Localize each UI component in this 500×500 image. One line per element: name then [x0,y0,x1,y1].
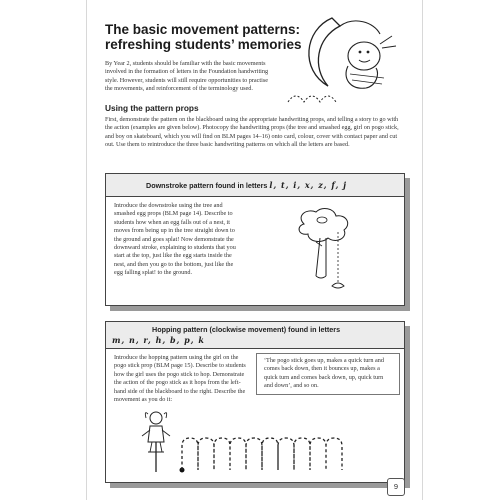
tree-egg-illustration [286,206,366,296]
hopping-box [105,321,405,483]
title-line-1: The basic movement patterns: [105,22,301,37]
title-line-2: refreshing students’ memories [105,37,302,52]
hopping-heading-text: Hopping pattern (clockwise movement) found in letters [152,325,341,334]
downstroke-heading-text: Downstroke pattern found in letters [146,181,268,190]
hopping-letters: m, n, r, h, b, p, k [112,335,205,345]
pogo-girl-illustration [136,408,176,478]
downstroke-letters: l, t, i, x, z, f, j [269,180,348,190]
downstroke-body: Introduce the downstroke using the tree and smashed egg props (BLM page 14). Describe to students how when an egg falls out of a nest, it moves from being up in the tree straight down to the ground and goes splat! Now demonstrate the downward stroke, explaining to students that you start at the top, just like the egg starts inside the nest, and then you go to the bottom, just like the egg falling splat! to the ground. [114,202,236,277]
section-heading: Using the pattern props [105,103,199,113]
hopping-pattern-trace [176,432,376,477]
hopping-body: Introduce the hopping pattern using the girl on the pogo stick prop (BLM page 15). Describe to students how the girl uses the pogo stick to hop. Demonstrate the action of the pogo stick as it hops from the left-hand side of the blackboard to the right. Describe the movement as you do it: [114,354,246,404]
section-body: First, demonstrate the pattern on the blackboard using the appropriate handwriting props, and telling a story to go with the action (examples are given below). Photocopy the handwriting props (the tree and smashed egg, girl on pogo stick, and boy on skateboard, which you will find on BLM pages 14–16) onto card, colour, cover with contact paper and cut out. Use them to reintroduce the three basic handwriting patterns on which all the letters are based. [105,116,399,149]
page-number: 9 [387,478,405,496]
pogo-quote: ‘The pogo stick goes up, makes a quick turn and comes back down, then it bounces up, makes a quick turn and comes back down, up, quick turn and down’, and so on. [256,353,400,395]
hopping-box-heading [106,322,404,349]
intro-paragraph: By Year 2, students should be familiar with the basic movements involved in the formation of letters in the Foundation handwriting style. However, students will still require opportunities to practise the movements, and reinforcement of the terminology used. [105,60,269,93]
downstroke-box [105,173,405,306]
moon-character-illustration [284,8,404,108]
downstroke-box-heading [106,174,404,197]
page-title [105,22,305,52]
